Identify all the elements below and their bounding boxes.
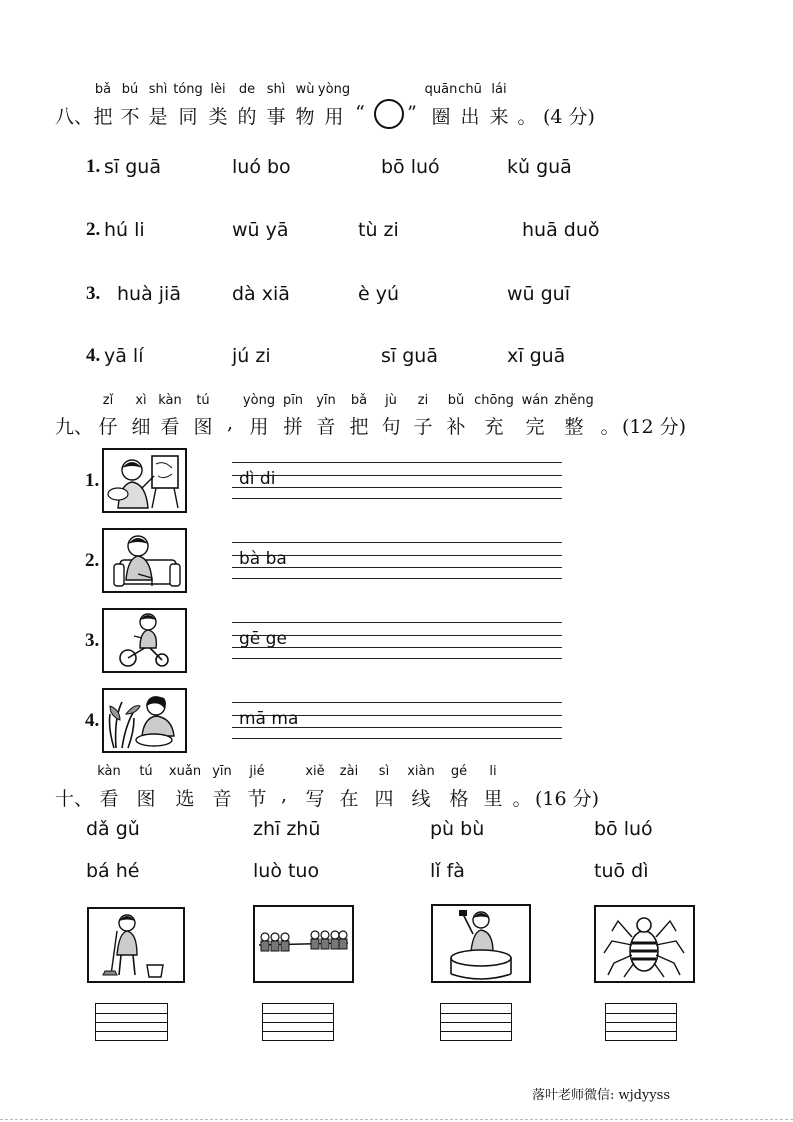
- quote-open: “: [355, 102, 365, 124]
- four-line-grid[interactable]: [440, 1003, 512, 1041]
- heading-char: 图: [136, 788, 156, 810]
- pinyin: jù: [385, 393, 397, 408]
- heading-char: 圈: [431, 106, 451, 128]
- pinyin: xuǎn: [168, 764, 202, 779]
- sofa-icon: [104, 530, 185, 591]
- pinyin: chōng: [474, 393, 514, 408]
- heading-char: 。: [512, 788, 532, 810]
- pinyin-option[interactable]: jú zi: [232, 345, 271, 367]
- pinyin: de: [238, 82, 256, 97]
- heading-char: 子: [413, 416, 433, 438]
- pinyin-option[interactable]: xī guā: [507, 345, 566, 367]
- heading-char: 拼: [283, 416, 303, 438]
- writing-line: [232, 475, 562, 476]
- pinyin: shì: [148, 82, 168, 97]
- writing-line: [232, 578, 562, 579]
- pinyin: lái: [491, 82, 507, 97]
- heading-char: 。: [517, 106, 537, 128]
- row-number: 2.: [86, 219, 101, 240]
- pinyin: yòng: [242, 393, 276, 408]
- pinyin: tú: [139, 764, 153, 779]
- item-number: 4.: [85, 710, 100, 731]
- heading-char: 用: [249, 416, 269, 438]
- heading-char: 把: [93, 106, 113, 128]
- drum-icon: [433, 906, 529, 981]
- heading-char: 四: [374, 788, 394, 810]
- heading-char: 物: [295, 106, 315, 128]
- heading-char: 是: [148, 106, 168, 128]
- heading-char: 选: [175, 788, 195, 810]
- tug-of-war-picture: [253, 905, 354, 983]
- pinyin-option[interactable]: luó bo: [232, 156, 291, 178]
- pinyin: bú: [121, 82, 139, 97]
- pinyin-option[interactable]: sī guā: [381, 345, 438, 367]
- writing-line: [232, 487, 562, 488]
- heading-char: 句: [381, 416, 401, 438]
- pinyin: wù: [295, 82, 315, 97]
- pinyin: tóng: [173, 82, 203, 97]
- heading-char: 充: [484, 416, 504, 438]
- score: (16 分): [535, 788, 600, 810]
- heading-char: 音: [316, 416, 336, 438]
- boy-painting-icon: [104, 450, 185, 511]
- pinyin: zhěng: [554, 393, 594, 408]
- syllable-option[interactable]: tuō dì: [594, 860, 649, 882]
- heading-char: 。: [600, 416, 620, 438]
- pinyin: chū: [458, 82, 482, 97]
- pinyin: bǔ: [447, 393, 465, 408]
- heading-char: ,: [226, 412, 234, 434]
- heading-char: 音: [212, 788, 232, 810]
- four-line-grid[interactable]: [605, 1003, 677, 1041]
- pinyin-option[interactable]: huà jiā: [117, 283, 181, 305]
- pinyin: kàn: [158, 393, 182, 408]
- footer-note: 落叶老师微信: wjdyyss: [532, 1088, 671, 1103]
- pinyin: kàn: [97, 764, 121, 779]
- heading-char: 的: [237, 106, 257, 128]
- heading-char: 线: [411, 788, 431, 810]
- pinyin-option[interactable]: yā lí: [104, 345, 144, 367]
- heading-char: 类: [208, 106, 228, 128]
- mop-icon: [89, 909, 183, 981]
- pinyin-option[interactable]: dà xiā: [232, 283, 290, 305]
- row-number: 1.: [86, 156, 101, 177]
- dad-on-sofa-picture: [102, 528, 187, 593]
- score: (4 分): [543, 106, 595, 128]
- pinyin: zǐ: [102, 393, 114, 408]
- row-number: 4.: [86, 345, 101, 366]
- page-edge: [0, 1119, 793, 1120]
- four-line-grid[interactable]: [95, 1003, 168, 1041]
- heading-char: 出: [460, 106, 480, 128]
- syllable-option[interactable]: pù bù: [430, 818, 485, 840]
- spider-icon: [596, 907, 693, 981]
- heading-char: 格: [449, 788, 469, 810]
- syllable-option[interactable]: bō luó: [594, 818, 653, 840]
- heading-char: 用: [324, 106, 344, 128]
- plant-and-basin-icon: [104, 690, 185, 751]
- section-number: 十、: [55, 788, 94, 810]
- heading-char: 里: [483, 788, 503, 810]
- writing-line: [232, 542, 562, 543]
- quote-close: ”: [407, 102, 417, 124]
- spider-picture: [594, 905, 695, 983]
- pinyin-option[interactable]: è yú: [358, 283, 400, 305]
- pinyin-option[interactable]: bō luó: [381, 156, 440, 178]
- pinyin: xiě: [305, 764, 325, 779]
- pinyin: yīn: [316, 393, 336, 408]
- syllable-option[interactable]: lǐ fà: [430, 860, 465, 882]
- pinyin: xì: [135, 393, 147, 408]
- pinyin: wán: [521, 393, 549, 408]
- pinyin: zài: [339, 764, 359, 779]
- drumming-picture: [431, 904, 531, 983]
- writing-line: [232, 622, 562, 623]
- syllable-option[interactable]: luò tuo: [253, 860, 320, 882]
- writing-line: [232, 498, 562, 499]
- pinyin: xiàn: [407, 764, 435, 779]
- tug-of-war-icon: [255, 907, 352, 981]
- pinyin: gé: [450, 764, 468, 779]
- sentence-starter: mā ma: [239, 709, 299, 729]
- pinyin: tú: [196, 393, 210, 408]
- mom-washing-picture: [102, 688, 187, 753]
- four-line-grid[interactable]: [262, 1003, 334, 1041]
- pinyin-option[interactable]: sī guā: [104, 156, 161, 178]
- syllable-option[interactable]: zhī zhū: [253, 818, 321, 840]
- circle-icon: [374, 99, 404, 129]
- syllable-option[interactable]: dǎ gǔ: [86, 818, 140, 840]
- heading-char: 补: [446, 416, 466, 438]
- pinyin-option[interactable]: kǔ guā: [507, 156, 572, 178]
- heading-char: 图: [193, 416, 213, 438]
- pinyin: lèi: [210, 82, 226, 97]
- pinyin: li: [489, 764, 497, 779]
- pinyin-option[interactable]: huā duǒ: [522, 219, 600, 241]
- pinyin-option[interactable]: wū guī: [507, 283, 571, 305]
- boy-painting-picture: [102, 448, 187, 513]
- tricycle-icon: [104, 610, 185, 671]
- item-number: 2.: [85, 550, 100, 571]
- writing-line: [232, 738, 562, 739]
- pinyin: quān: [424, 82, 458, 97]
- pinyin: sì: [378, 764, 390, 779]
- score: (12 分): [622, 416, 687, 438]
- sentence-starter: gē ge: [239, 629, 287, 649]
- writing-line: [232, 462, 562, 463]
- syllable-option[interactable]: bá hé: [86, 860, 140, 882]
- pinyin: jié: [249, 764, 265, 779]
- writing-line: [232, 702, 562, 703]
- heading-char: 同: [178, 106, 198, 128]
- heading-char: 把: [349, 416, 369, 438]
- boy-on-tricycle-picture: [102, 608, 187, 673]
- heading-char: ,: [280, 784, 288, 806]
- heading-char: 写: [305, 788, 325, 810]
- heading-char: 节: [247, 788, 267, 810]
- heading-char: 看: [99, 788, 119, 810]
- pinyin-option[interactable]: hú li: [104, 219, 145, 241]
- heading-char: 整: [564, 416, 584, 438]
- heading-char: 事: [266, 106, 286, 128]
- heading-char: 看: [160, 416, 180, 438]
- item-number: 3.: [85, 630, 100, 651]
- pinyin: yīn: [212, 764, 232, 779]
- pinyin-option[interactable]: tù zi: [358, 219, 399, 241]
- pinyin: zi: [417, 393, 429, 408]
- heading-char: 不: [120, 106, 140, 128]
- heading-char: 细: [131, 416, 151, 438]
- pinyin-option[interactable]: wū yā: [232, 219, 289, 241]
- pinyin: yòng: [317, 82, 351, 97]
- mopping-picture: [87, 907, 185, 983]
- pinyin: shì: [266, 82, 286, 97]
- row-number: 3.: [86, 283, 101, 304]
- sentence-starter: dì di: [239, 469, 276, 489]
- heading-char: 来: [489, 106, 509, 128]
- heading-char: 仔: [98, 416, 118, 438]
- section-number: 八、: [55, 106, 94, 128]
- sentence-starter: bà ba: [239, 549, 287, 569]
- heading-char: 在: [339, 788, 359, 810]
- section-number: 九、: [55, 416, 94, 438]
- pinyin: bǎ: [94, 82, 112, 97]
- pinyin: bǎ: [350, 393, 368, 408]
- pinyin: pīn: [282, 393, 304, 408]
- writing-line: [232, 658, 562, 659]
- item-number: 1.: [85, 470, 100, 491]
- heading-char: 完: [525, 416, 545, 438]
